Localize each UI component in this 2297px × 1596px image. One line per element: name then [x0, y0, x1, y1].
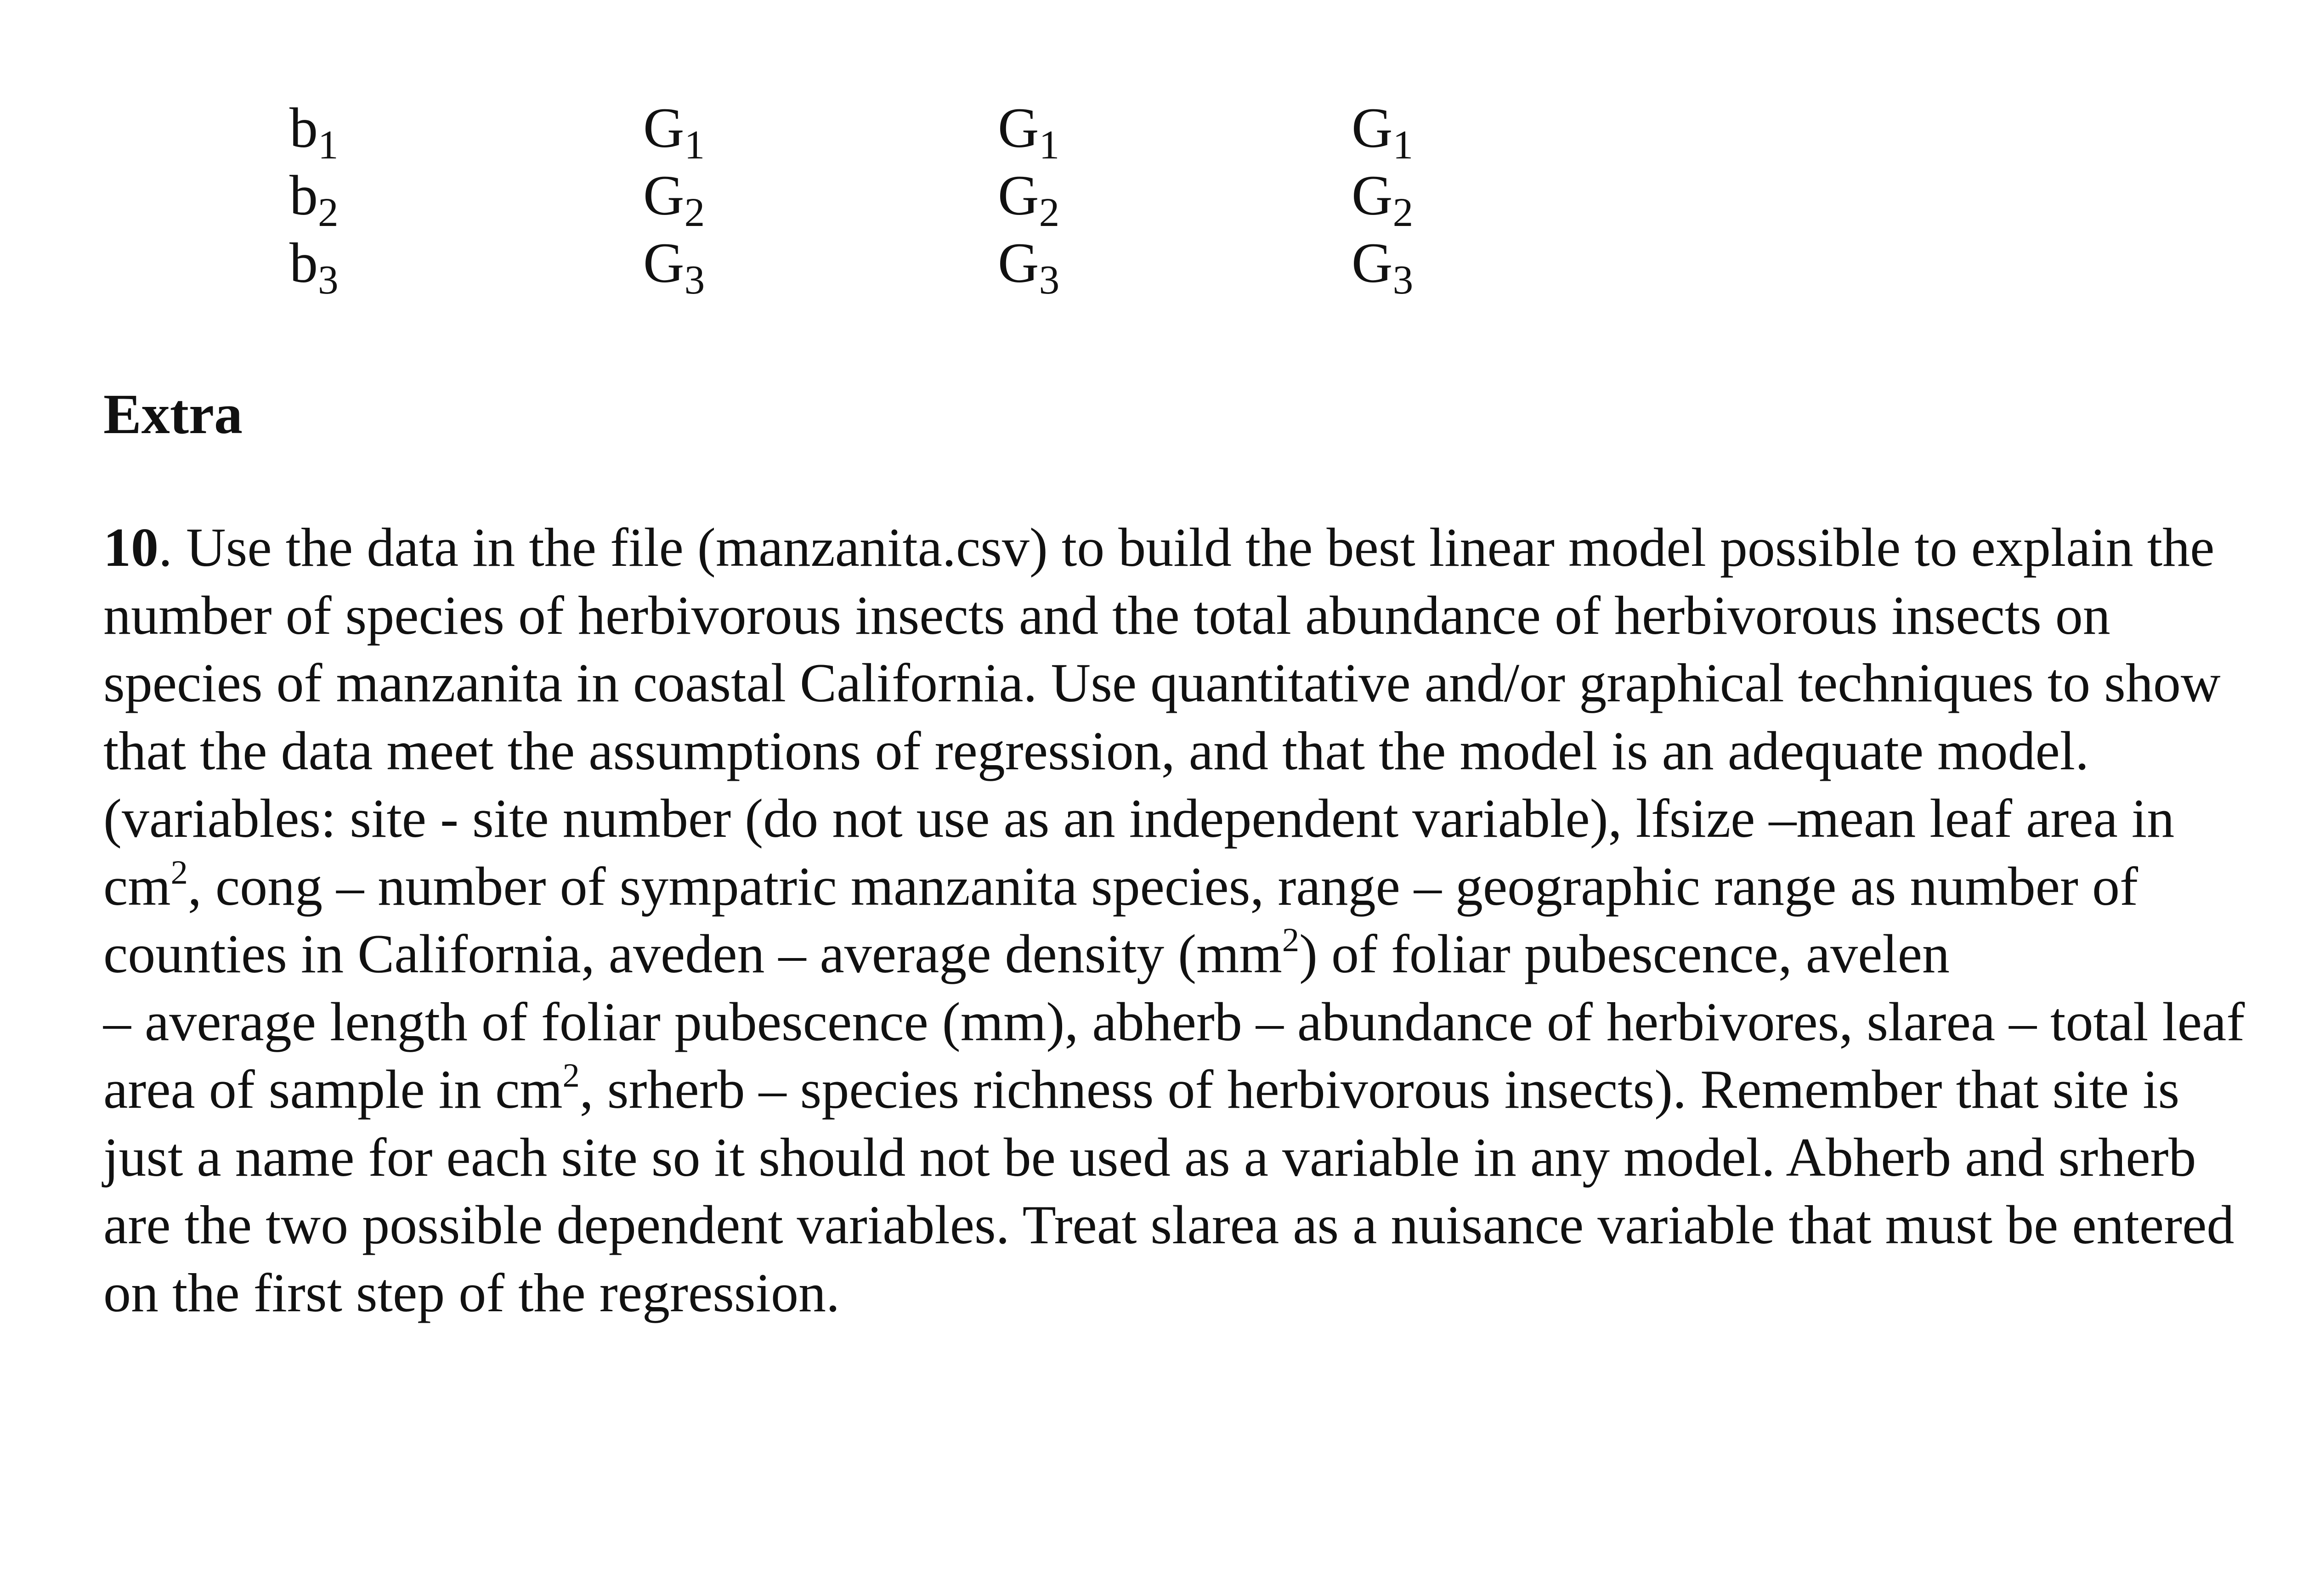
- superscript: 2: [562, 1056, 580, 1094]
- group-letter: G: [1352, 96, 1393, 159]
- question-text: , cong – number of sympatric manzanita species, range – geographic range as number of: [187, 855, 2138, 917]
- group-cell: [998, 229, 1060, 303]
- group-cell: [643, 229, 705, 303]
- question-text: cm: [103, 855, 171, 917]
- question-line: on the first step of the regression.: [103, 1262, 840, 1323]
- group-letter: G: [998, 231, 1039, 294]
- level-letter: b: [289, 96, 318, 159]
- question-line: [103, 920, 2297, 988]
- group-subscript: 2: [1392, 189, 1414, 235]
- superscript: 2: [170, 853, 188, 891]
- level-subscript: 1: [318, 122, 339, 168]
- group-subscript: 1: [1039, 122, 1060, 168]
- group-letter: G: [643, 96, 685, 159]
- question-10: [103, 513, 2297, 1326]
- level-b1: [289, 94, 339, 168]
- group-subscript: 2: [1039, 189, 1060, 235]
- question-line: – average length of foliar pubescence (mm), abherb – abundance of herbivores, slarea – total leaf: [103, 991, 2245, 1052]
- group-cell: [998, 94, 1060, 168]
- question-line: (variables: site - site number (do not use as an independent variable), lfsize –mean leaf area in: [103, 788, 2175, 849]
- question-text: , srherb – species richness of herbivorous insects). Remember that site is: [579, 1059, 2180, 1120]
- question-line: species of manzanita in coastal California. Use quantitative and/or graphical techniques to show: [103, 652, 2221, 713]
- group-cell: [1352, 229, 1414, 303]
- group-subscript: 1: [684, 122, 705, 168]
- group-letter: G: [643, 231, 685, 294]
- question-line: [103, 1055, 2297, 1123]
- group-subscript: 1: [1392, 122, 1414, 168]
- group-cell: [1352, 162, 1414, 235]
- group-subscript: 3: [1392, 257, 1414, 303]
- group-subscript: 3: [684, 257, 705, 303]
- question-text: . Use the data in the file (manzanita.csv) to build the best linear model possible to explain the: [158, 517, 2215, 578]
- question-text: ) of foliar pubescence, avelen: [1299, 923, 1950, 984]
- question-line: number of species of herbivorous insects and the total abundance of herbivorous insects on: [103, 584, 2110, 646]
- level-subscript: 3: [318, 257, 339, 303]
- level-subscript: 2: [318, 189, 339, 235]
- question-line: [103, 852, 2297, 920]
- group-cell: [643, 162, 705, 235]
- group-cell: [998, 162, 1060, 235]
- level-letter: b: [289, 164, 318, 227]
- group-subscript: 2: [684, 189, 705, 235]
- group-cell: [643, 94, 705, 168]
- level-letter: b: [289, 231, 318, 294]
- group-subscript: 3: [1039, 257, 1060, 303]
- group-letter: G: [1352, 231, 1393, 294]
- group-letter: G: [998, 96, 1039, 159]
- group-letter: G: [998, 164, 1039, 227]
- section-heading: Extra: [103, 383, 243, 446]
- level-b2: [289, 162, 339, 235]
- question-line: that the data meet the assumptions of regression, and that the model is an adequate model.: [103, 720, 2089, 781]
- question-text: area of sample in cm: [103, 1059, 563, 1120]
- question-line: just a name for each site so it should not be used as a variable in any model. Abherb and srherb: [103, 1126, 2196, 1188]
- question-line: [103, 513, 2297, 581]
- group-cell: [1352, 94, 1414, 168]
- group-letter: G: [1352, 164, 1393, 227]
- group-letter: G: [643, 164, 685, 227]
- superscript: 2: [1282, 921, 1300, 959]
- question-number: 10: [103, 517, 158, 578]
- question-text: counties in California, aveden – average density (mm: [103, 923, 1282, 984]
- level-b3: [289, 229, 339, 303]
- question-line: are the two possible dependent variables. Treat slarea as a nuisance variable that must be entered: [103, 1194, 2235, 1255]
